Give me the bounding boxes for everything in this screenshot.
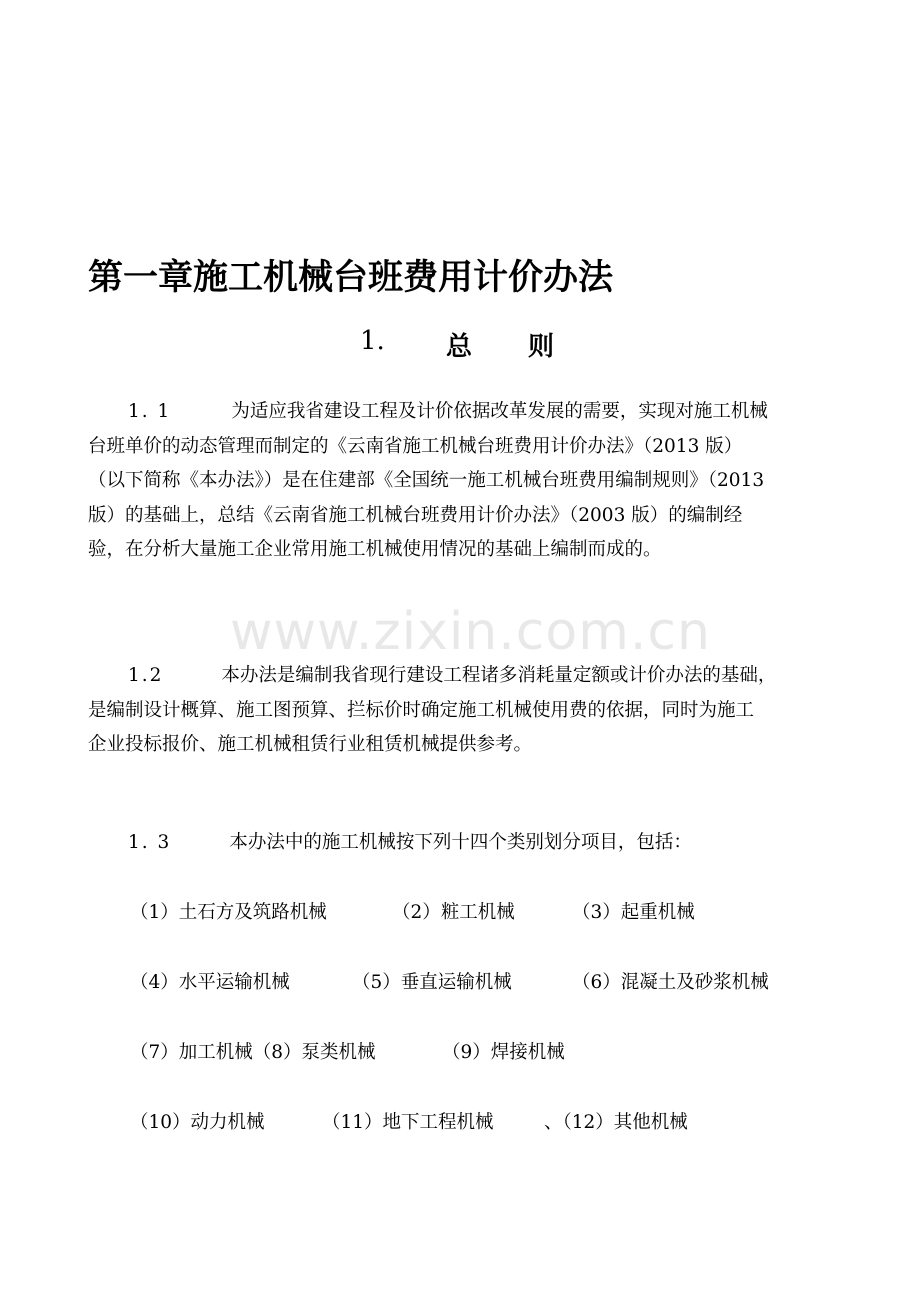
paragraph-line bbox=[88, 395, 848, 430]
paragraph-line: 台班单价的动态管理而制定的《云南省施工机械台班费用计价办法》（2013 版） bbox=[88, 435, 743, 457]
paragraph-line bbox=[88, 826, 848, 861]
paragraph-line: 企业投标报价、施工机械租赁行业租赁机械提供参考。 bbox=[88, 734, 533, 755]
category-item: 、（12）其他机械 bbox=[544, 1112, 688, 1133]
paragraph-line: 版）的基础上，总结《云南省施工机械台班费用计价办法》（2003 版）的编制经 bbox=[88, 504, 743, 526]
paragraph-1-1 bbox=[88, 395, 848, 568]
section-word-2: 则 bbox=[528, 332, 555, 362]
paragraph-1-2 bbox=[88, 659, 848, 763]
category-item: （1）土石方及筑路机械 bbox=[130, 902, 327, 923]
category-item: （7）加工机械（8）泵类机械 bbox=[130, 1042, 376, 1063]
category-item: （3）起重机械 bbox=[572, 902, 695, 923]
clause-number: 1.2 bbox=[128, 665, 164, 686]
section-word-1: 总 bbox=[446, 332, 473, 362]
paragraph-1-3 bbox=[88, 826, 848, 861]
clause-number: 1. 3 bbox=[128, 832, 172, 853]
paragraph-text: 为适应我省建设工程及计价依据改革发展的需要，实现对施工机械 bbox=[231, 401, 768, 422]
paragraph-text: 本办法是编制我省现行建设工程诸多消耗量定额或计价办法的基础， bbox=[221, 665, 777, 686]
paragraph-line: 是编制设计概算、施工图预算、拦标价时确定施工机械使用费的依据，同时为施工 bbox=[88, 699, 755, 721]
category-item: （6）混凝土及砂浆机械 bbox=[572, 972, 769, 993]
category-item: （11）地下工程机械 bbox=[322, 1112, 494, 1133]
watermark: www.zixin.com.cn bbox=[230, 602, 711, 662]
chapter-title: 第一章施工机械台班费用计价办法 bbox=[88, 258, 614, 298]
paragraph-text: 本办法中的施工机械按下列十四个类别划分项目，包括： bbox=[229, 832, 692, 853]
paragraph-line: （以下简称《本办法》）是在住建部《全国统一施工机械台班费用编制规则》（2013 bbox=[88, 470, 765, 491]
category-item: （10）动力机械 bbox=[130, 1112, 265, 1133]
category-item: （4）水平运输机械 bbox=[130, 972, 290, 993]
category-item: （9）焊接机械 bbox=[442, 1042, 565, 1063]
paragraph-line bbox=[88, 659, 848, 694]
category-item: （5）垂直运输机械 bbox=[352, 972, 512, 993]
section-number: 1. bbox=[360, 326, 385, 356]
clause-number: 1. 1 bbox=[128, 401, 172, 422]
section-heading bbox=[0, 326, 920, 366]
paragraph-line: 验，在分析大量施工企业常用施工机械使用情况的基础上编制而成的。 bbox=[88, 539, 662, 560]
category-item: （2）粧工机械 bbox=[392, 902, 515, 923]
